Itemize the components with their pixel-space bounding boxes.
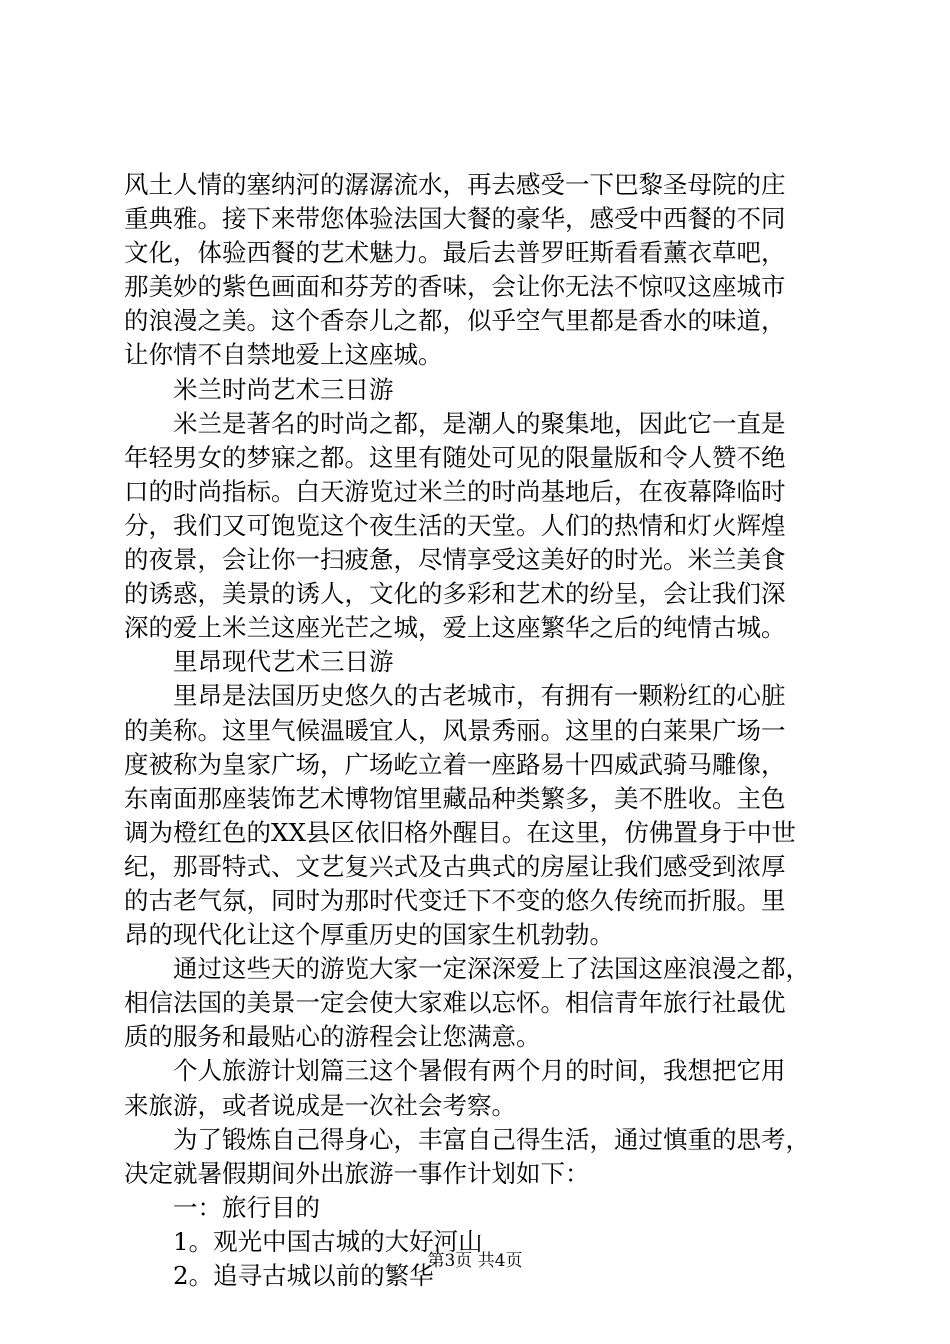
text-line: 为了锻炼自己得身心，丰富自己得生活，通过慎重的思考， (173, 1124, 810, 1154)
text-line: 里昂是法国历史悠久的古老城市，有拥有一颗粉红的心脏 (173, 681, 786, 711)
text-line: 调为橙红色的XX县区依旧格外醒目。在这里，仿佛置身于中世 (124, 817, 796, 847)
list-item: 1。观光中国古城的大好河山 (173, 1226, 483, 1256)
text-line: 昂的现代化让这个厚重历史的国家生机勃勃。 (124, 920, 614, 950)
text-line: 来旅游，或者说成是一次社会考察。 (124, 1090, 516, 1120)
page-number-footer: 第3页 共4页 (427, 1251, 523, 1271)
section-heading-lyon: 里昂现代艺术三日游 (173, 647, 394, 677)
text-line: 风土人情的塞纳河的潺潺流水，再去感受一下巴黎圣母院的庄 (124, 170, 786, 199)
text-line: 通过这些天的游览大家一定深深爱上了法国这座浪漫之都， (173, 954, 810, 984)
text-line: 度被称为皇家广场，广场屹立着一座路易十四威武骑马雕像， (124, 749, 786, 779)
text-line: 相信法国的美景一定会使大家难以忘怀。相信青年旅行社最优 (124, 988, 786, 1018)
text-line: 口的时尚指标。白天游览过米兰的时尚基地后，在夜幕降临时 (124, 476, 786, 506)
list-heading: 一：旅行目的 (173, 1192, 320, 1222)
text-line: 纪，那哥特式、文艺复兴式及古典式的房屋让我们感受到浓厚 (124, 851, 786, 881)
text-line: 的诱惑，美景的诱人，文化的多彩和艺术的纷呈，会让我们深 (124, 579, 786, 609)
text-line: 年轻男女的梦寐之都。这里有随处可见的限量版和令人赞不绝 (124, 442, 786, 472)
text-line: 让你情不自禁地爱上这座城。 (124, 340, 443, 370)
text-line: 米兰是著名的时尚之都，是潮人的聚集地，因此它一直是 (173, 408, 786, 438)
text-line: 那美妙的紫色画面和芬芳的香味，会让你无法不惊叹这座城市 (124, 272, 786, 302)
text-line: 东南面那座装饰艺术博物馆里藏品种类繁多，美不胜收。主色 (124, 783, 786, 813)
text-line: 的夜景，会让你一扫疲惫，尽情享受这美好的时光。米兰美食 (124, 545, 786, 575)
list-item: 2。追寻古城以前的繁华 (173, 1261, 434, 1290)
text-line: 深的爱上米兰这座光芒之城，爱上这座繁华之后的纯情古城。 (124, 613, 786, 643)
text-line: 的美称。这里气候温暖宜人，风景秀丽。这里的白莱果广场一 (124, 715, 786, 745)
text-line: 质的服务和最贴心的游程会让您满意。 (124, 1022, 541, 1052)
text-line: 分，我们又可饱览这个夜生活的天堂。人们的热情和灯火辉煌 (124, 510, 786, 540)
text-line: 决定就暑假期间外出旅游一事作计划如下： (124, 1158, 590, 1188)
text-line: 重典雅。接下来带您体验法国大餐的豪华，感受中西餐的不同 (124, 204, 786, 234)
text-line: 文化，体验西餐的艺术魅力。最后去普罗旺斯看看薰衣草吧， (124, 238, 786, 268)
text-line: 的浪漫之美。这个香奈儿之都，似乎空气里都是香水的味道， (124, 306, 786, 336)
text-line: 个人旅游计划篇三这个暑假有两个月的时间，我想把它用 (173, 1056, 786, 1086)
body-text (124, 168, 832, 1293)
section-heading-milan: 米兰时尚艺术三日游 (173, 374, 394, 404)
text-line: 的古老气氛，同时为那时代变迁下不变的悠久传统而折服。里 (124, 885, 786, 915)
